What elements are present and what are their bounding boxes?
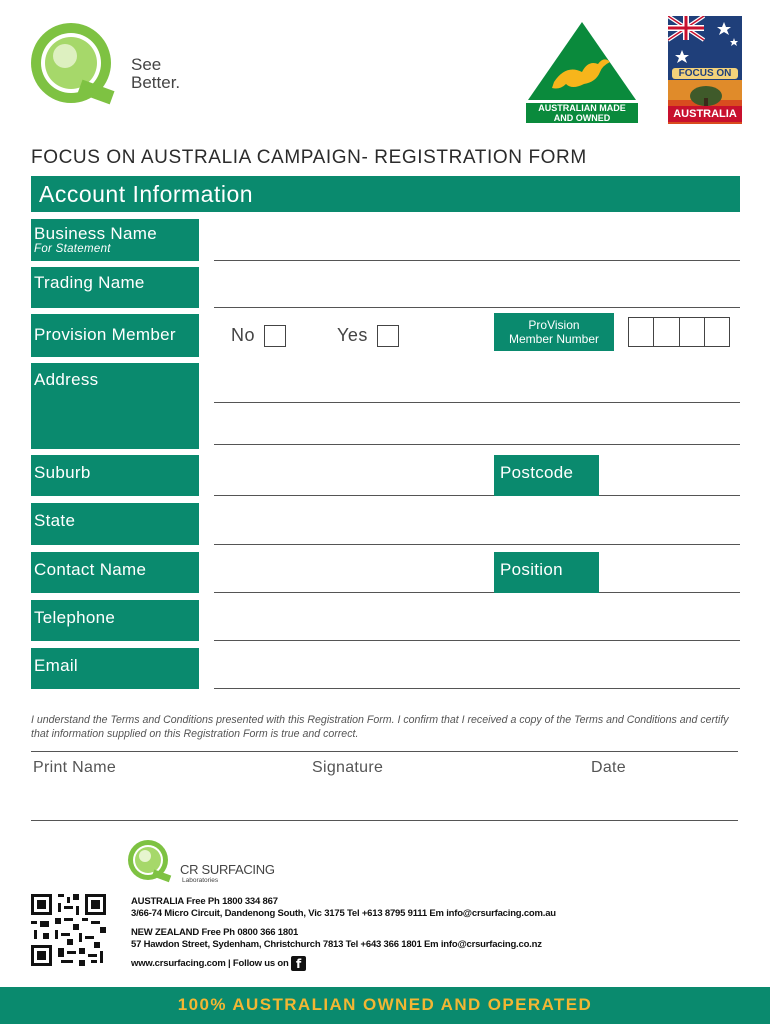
business-name-field[interactable] (214, 260, 740, 261)
email-field[interactable] (214, 688, 740, 689)
focus-on-australia-badge: FOCUS ON AUSTRALIA (668, 16, 742, 124)
footer-nz-phone: NEW ZEALAND Free Ph 0800 366 1801 (131, 927, 299, 938)
australian-made-badge: AUSTRALIAN MADE AND OWNED (526, 20, 638, 124)
email-label: Email (31, 648, 199, 689)
q-logo-icon (28, 20, 128, 106)
footer-web-row (131, 956, 306, 971)
suburb-field[interactable] (214, 495, 494, 496)
state-label: State (31, 503, 199, 545)
yes-checkbox[interactable] (377, 325, 399, 347)
section-header-text: Account Information (39, 181, 254, 207)
contact-name-label: Contact Name (31, 552, 199, 593)
cr-surfacing-logo (126, 838, 180, 884)
trading-name-field[interactable] (214, 307, 740, 308)
cr-surfacing-name: CR SURFACING (180, 862, 275, 877)
signoff-bottom-rule[interactable] (31, 820, 738, 821)
section-header (31, 176, 740, 212)
bottom-banner-text: 100% AUSTRALIAN OWNED AND OPERATED (177, 995, 593, 1014)
no-checkbox[interactable] (264, 325, 286, 347)
telephone-field[interactable] (214, 640, 740, 641)
member-number-boxes[interactable] (628, 317, 730, 347)
business-name-label: Business Name For Statement (31, 219, 199, 261)
print-name-label: Print Name (33, 759, 117, 776)
state-field[interactable] (214, 544, 740, 545)
member-number-label: ProVision Member Number (494, 313, 614, 351)
member-number-digit[interactable] (705, 318, 729, 346)
telephone-label: Telephone (31, 600, 199, 641)
kangaroo-triangle-icon (526, 20, 638, 102)
address-field-line1[interactable] (214, 402, 740, 403)
date-label: Date (591, 759, 626, 776)
follow-text: | Follow us on (228, 958, 289, 970)
postcode-label: Postcode (494, 455, 599, 496)
signature-label: Signature (312, 759, 384, 776)
company-logo (28, 20, 128, 106)
address-field-line2[interactable] (214, 444, 740, 445)
bottom-banner (0, 987, 770, 1024)
form-title: FOCUS ON AUSTRALIA CAMPAIGN- REGISTRATION FORM (31, 147, 587, 168)
contact-name-field[interactable] (214, 592, 494, 593)
position-label: Position (494, 552, 599, 593)
logo-tagline: See Better. (131, 55, 181, 92)
address-label: Address (31, 363, 199, 449)
member-number-digit[interactable] (654, 318, 679, 346)
qr-code-icon (31, 894, 106, 966)
member-number-digit[interactable] (629, 318, 654, 346)
yes-label: Yes (337, 325, 368, 345)
suburb-label: Suburb (31, 455, 199, 496)
member-number-digit[interactable] (680, 318, 705, 346)
position-field[interactable] (599, 592, 740, 593)
footer-au-phone: AUSTRALIA Free Ph 1800 334 867 (131, 896, 278, 907)
cr-logo-icon (126, 838, 180, 884)
qr-code[interactable] (31, 894, 106, 966)
footer-au-address: 3/66-74 Micro Circuit, Dandenong South, Vic 3175 Tel +613 8795 9111 Em info@crsurfacing.com.au (131, 908, 556, 919)
footer-nz-address: 57 Hawdon Street, Sydenham, Christchurch 7813 Tel +643 366 1801 Em info@crsurfacing.co.nz (131, 939, 542, 950)
signoff-top-rule (31, 751, 738, 752)
provision-member-label: Provision Member (31, 314, 199, 357)
terms-text: I understand the Terms and Conditions presented with this Registration Form. I confirm that I received a copy of the Terms and Conditions and certify that information supplied on this Registration Form is true and correct. (31, 714, 729, 740)
postcode-field[interactable] (599, 495, 740, 496)
cr-surfacing-sub: Laboratories (182, 877, 219, 884)
facebook-icon[interactable]: f (291, 956, 306, 971)
trading-name-label: Trading Name (31, 267, 199, 308)
no-label: No (231, 325, 256, 345)
website-link[interactable]: www.crsurfacing.com (131, 958, 226, 970)
